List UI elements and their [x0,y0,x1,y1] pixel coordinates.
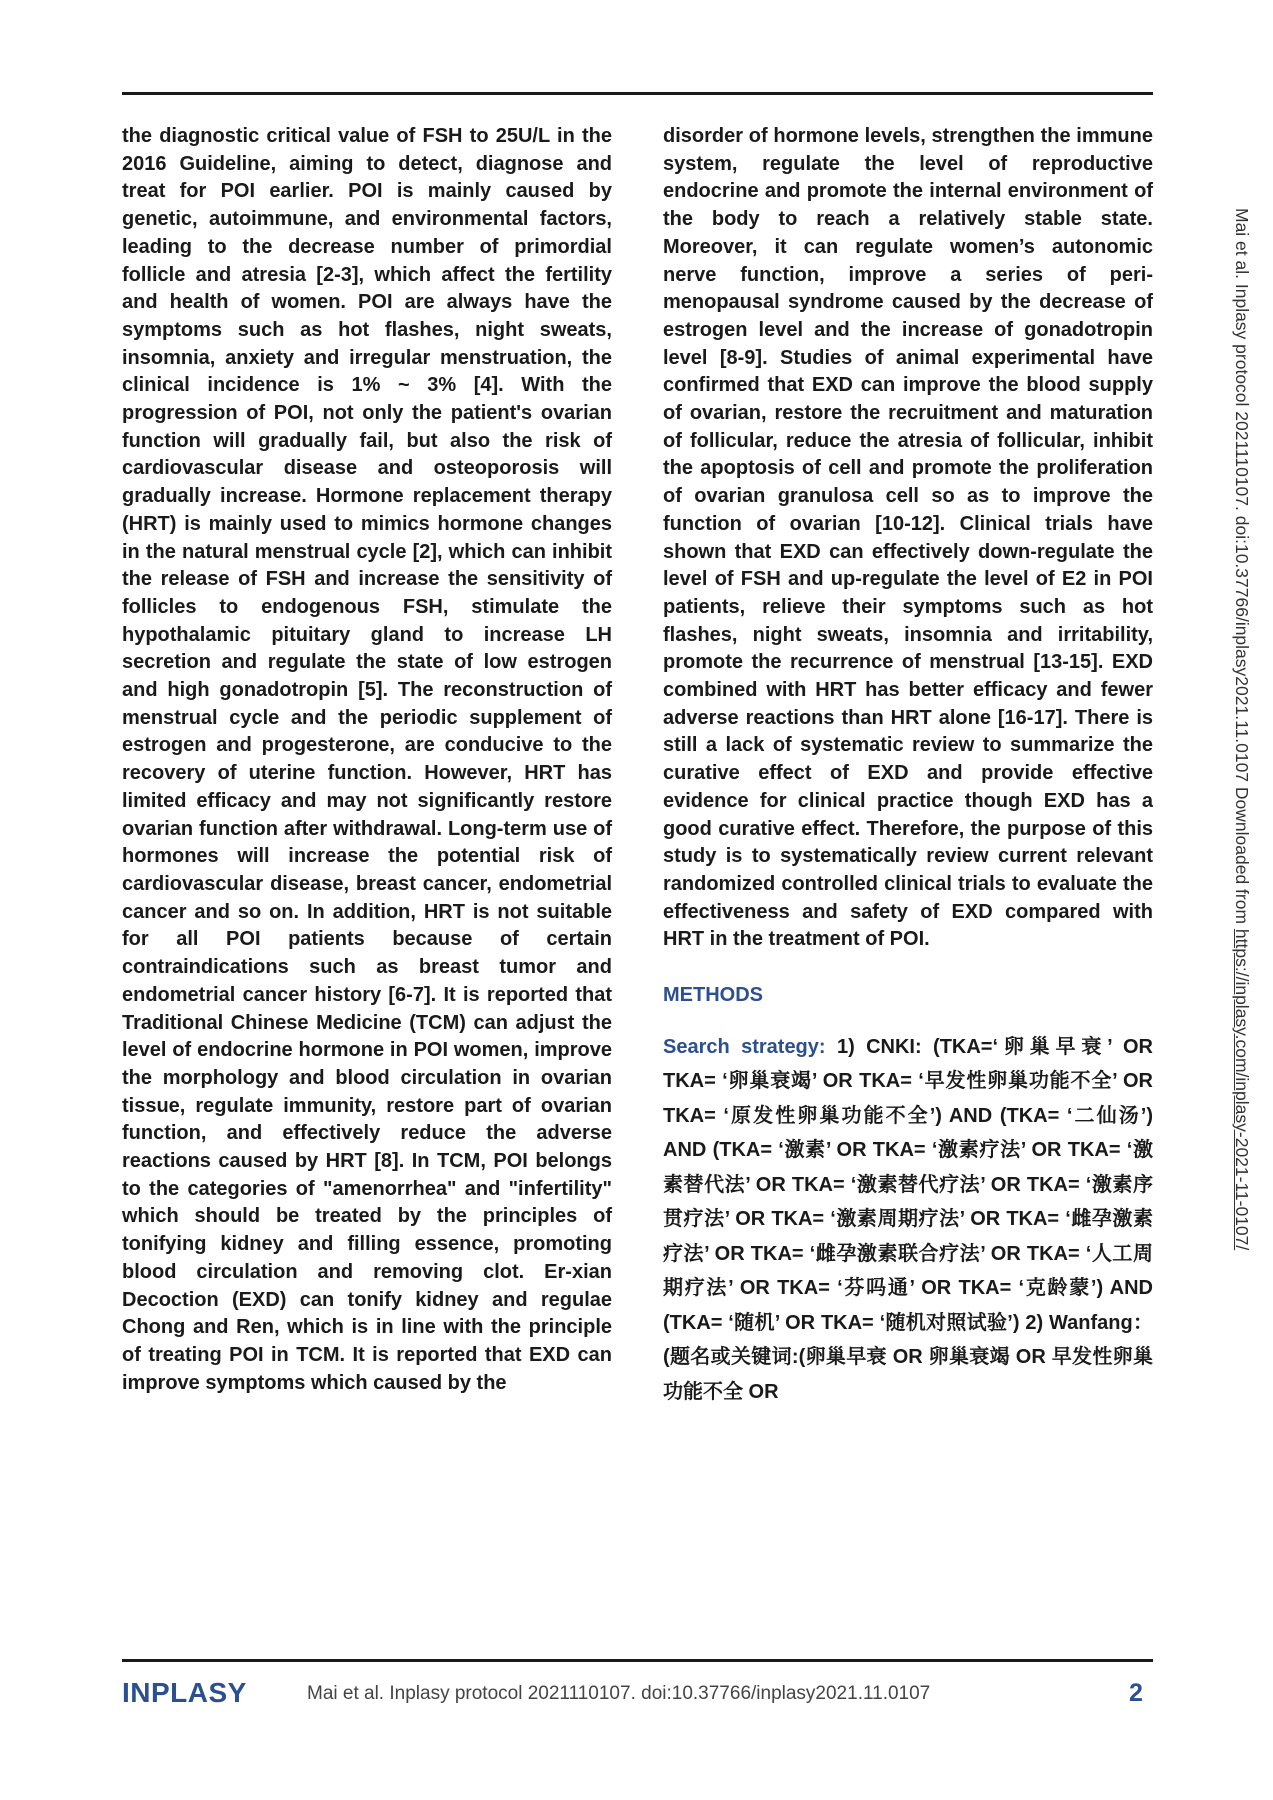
left-column [122,123,612,1397]
top-rule [122,92,1153,95]
body-paragraph: disorder of hormone levels, strengthen the immune system, regulate the level of reproductive endocrine and promote the internal environment of the body to reach a relatively stable state. Moreover, it can regulate women’s autonomic nerve function, improve a series of peri-menopausal syndrome caused by the decrease of estrogen level and the increase of gonadotropin level [8-9]. Studies of animal experimental have confirmed that EXD can improve the blood supply of ovarian, restore the recruitment and maturation of follicular, reduce the atresia of follicular, inhibit the apoptosis of cell and promote the proliferation of ovarian granulosa cell so as to improve the function of ovarian [10-12]. Clinical trials have shown that EXD can effectively down-regulate the level of FSH and up-regulate the level of E2 in POI patients, relieve their symptoms such as hot flashes, night sweats, insomnia and irritability, promote the recurrence of menstrual [13-15]. EXD combined with HRT has better efficacy and fewer adverse reactions than HRT alone [16-17]. There is still a lack of systematic review to summarize the curative effect of EXD and provide effective evidence for clinical practice though EXD has a good curative effect. Therefore, the purpose of this study is to systematically review current relevant randomized controlled clinical trials to evaluate the effectiveness and safety of EXD compared with HRT in the treatment of POI. [663,125,1153,951]
footer-brand: INPLASY [122,1677,247,1708]
side-download-note [1231,208,1252,1250]
footer-citation: Mai et al. Inplasy protocol 2021110107. doi:10.37766/inplasy2021.11.0107 [307,1683,931,1704]
side-note-link[interactable]: https://inplasy.com/inplasy-2021-11-0107/ [1232,928,1252,1251]
search-strategy-paragraph [663,1030,1153,1410]
footer-rule [122,1659,1153,1662]
search-strategy-label: Search strategy: [663,1035,826,1058]
right-column [663,123,1153,1409]
page-number: 2 [1129,1679,1143,1707]
side-note-text: Mai et al. Inplasy protocol 2021110107. doi:10.37766/inplasy2021.11.0107 Downloaded from [1232,208,1252,929]
methods-heading: METHODS [663,984,763,1007]
search-strategy-text: 1) CNKI: (TKA=‘卵巢早衰’ OR TKA= ‘卵巢衰竭’ OR TKA= ‘早发性卵巢功能不全’ OR TKA= ‘原发性卵巢功能不全’) AND (TKA= ‘二仙汤’) AND (TKA= ‘激素’ OR TKA= ‘激素疗法’ OR TKA= ‘激素替代法’ OR TKA= ‘激素替代疗法’ OR TKA= ‘激素序贯疗法’ OR TKA= ‘激素周期疗法’ OR TKA= ‘雌孕激素疗法’ OR TKA= ‘雌孕激素联合疗法’ OR TKA= ‘人工周期疗法’ OR TKA= ‘芬吗通’ OR TKA= ‘克龄蒙’) AND (TKA= ‘随机’ OR TKA= ‘随机对照试验’) 2) Wanfang：(题名或关键词:(卵巢早衰 OR 卵巢衰竭 OR 早发性卵巢功能不全 OR [663,1035,1153,1403]
body-paragraph: the diagnostic critical value of FSH to 25U/L in the 2016 Guideline, aiming to detect, diagnose and treat for POI earlier. POI is mainly caused by genetic, autoimmune, and environmental factors, leading to the decrease number of primordial follicle and atresia [2-3], which affect the fertility and health of women. POI are always have the symptoms such as hot flashes, night sweats, insomnia, anxiety and irregular menstruation, the clinical incidence is 1% ~ 3% [4]. With the progression of POI, not only the patient's ovarian function will gradually fail, but also the risk of cardiovascular disease and osteoporosis will gradually increase. Hormone replacement therapy (HRT) is mainly used to mimics hormone changes in the natural menstrual cycle [2], which can inhibit the release of FSH and increase the sensitivity of follicles to endogenous FSH, stimulate the hypothalamic pituitary gland to increase LH secretion and regulate the state of low estrogen and high gonadotropin [5]. The reconstruction of menstrual cycle and the periodic supplement of estrogen and progesterone, are conducive to the recovery of uterine function. However, HRT has limited efficacy and may not significantly restore ovarian function after withdrawal. Long-term use of hormones will increase the potential risk of cardiovascular disease, breast cancer, endometrial cancer and so on. In addition, HRT is not suitable for all POI patients because of certain contraindications such as breast tumor and endometrial cancer history [6-7]. It is reported that Traditional Chinese Medicine (TCM) can adjust the level of endocrine hormone in POI women, improve the morphology and blood circulation in ovarian tissue, regulate immunity, restore part of ovarian function, and effectively reduce the adverse reactions caused by HRT [8]. In TCM, POI belongs to the categories of "amenorrhea" and "infertility" which should be treated by the principles of tonifying kidney and filling essence, promoting blood circulation and removing clot. Er-xian Decoction (EXD) can tonify kidney and regulae Chong and Ren, which is in line with the principle of treating POI in TCM. It is reported that EXD can improve symptoms which caused by the [122,125,612,1394]
